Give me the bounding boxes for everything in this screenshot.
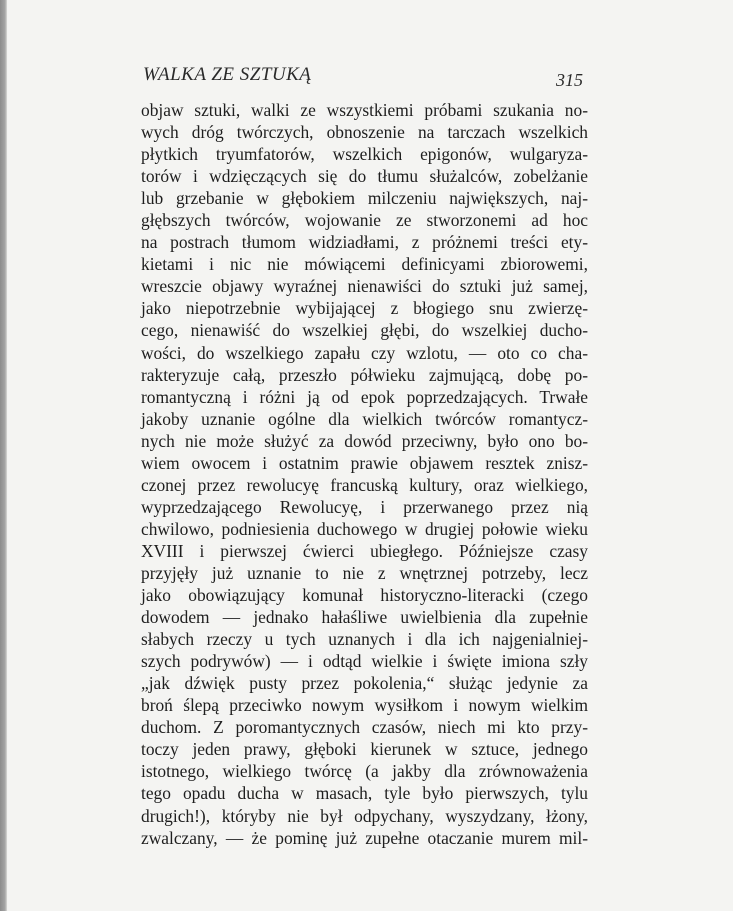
text-line: głębszych twórców, wojowanie ze stworzonemi ad hoc <box>141 210 588 231</box>
text-line: wiem owocem i ostatnim prawie objawem resztek znisz- <box>141 452 588 473</box>
text-line: rakteryzuje całą, przeszło półwieku zajmującą, dobę po- <box>141 364 588 385</box>
running-head: WALKA ZE SZTUKĄ <box>143 64 312 85</box>
text-line: dowodem — jednako hałaśliwe uwielbienia dla zupełnie <box>141 607 588 628</box>
text-line: jako obowiązujący komunał historyczno-literacki (czego <box>141 585 588 606</box>
text-line: wości, do wszelkiego zapału czy wzlotu, — oto co cha- <box>141 342 588 363</box>
text-line: zwalczany, — że pominę już zupełne otaczanie murem mil- <box>141 827 588 848</box>
text-line: wych dróg twórczych, obnoszenie na tarczach wszelkich <box>141 122 588 143</box>
text-line: słabych rzeczy u tych uznanych i dla ich najgenialniej- <box>141 629 588 650</box>
text-line: torów i wdzięczących się do tłumu służalców, zobelżanie <box>141 166 588 187</box>
text-line: cego, nienawiść do wszelkiej głębi, do wszelkiej ducho- <box>141 320 588 341</box>
text-line: szych podrywów) — i odtąd wielkie i święte imiona szły <box>141 651 588 672</box>
text-line: jako niepotrzebnie wybijającej z błogiego snu zwierzę- <box>141 298 588 319</box>
text-line: duchom. Z poromantycznych czasów, niech mi kto przy- <box>141 717 588 738</box>
text-line: broń ślepą przeciwko nowym wysiłkom i nowym wielkim <box>141 695 588 716</box>
text-line: czonej przez rewolucyę francuską kultury, oraz wielkiego, <box>141 474 588 495</box>
body-text <box>141 99 588 849</box>
text-line: tego opadu ducha w masach, tyle było pierwszych, tylu <box>141 783 588 804</box>
text-line: XVIII i pierwszej ćwierci ubiegłego. Późniejsze czasy <box>141 540 588 561</box>
text-line: nych nie może służyć za dowód przeciwny, było ono bo- <box>141 430 588 451</box>
text-line: kietami i nic nie mówiącemi definicyami zbiorowemi, <box>141 254 588 275</box>
text-line: wyprzedzającego Rewolucyę, i przerwanego przez nią <box>141 496 588 517</box>
text-line: drugich!), któryby nie był odpychany, wyszydzany, łżony, <box>141 805 588 826</box>
text-line: przyjęły już uznanie to nie z wnętrznej potrzeby, lecz <box>141 562 588 583</box>
book-binding-edge <box>0 0 7 911</box>
text-line: wreszcie objawy wyraźnej nienawiści do sztuki już samej, <box>141 276 588 297</box>
text-line: romantyczną i różni ją od epok poprzedzających. Trwałe <box>141 386 588 407</box>
text-line: jakoby uznanie ogólne dla wielkich twórców romantycz- <box>141 408 588 429</box>
text-line: „jak dźwięk pusty przez pokolenia,“ służąc jedynie za <box>141 673 588 694</box>
text-line: istotnego, wielkiego twórcę (a jakby dla zrównoważenia <box>141 761 588 782</box>
page-number: 315 <box>556 70 583 90</box>
text-line: toczy jeden prawy, głęboki kierunek w sztuce, jednego <box>141 739 588 760</box>
text-line: lub grzebanie w głębokiem milczeniu największych, naj- <box>141 188 588 209</box>
text-line: chwilowo, podniesienia duchowego w drugiej połowie wieku <box>141 518 588 539</box>
text-line: płytkich tryumfatorów, wszelkich epigonów, wulgaryza- <box>141 144 588 165</box>
text-line: objaw sztuki, walki ze wszystkiemi próbami szukania no- <box>141 100 588 120</box>
text-line: na postrach tłumom widziadłami, z próżnemi treści ety- <box>141 232 588 253</box>
